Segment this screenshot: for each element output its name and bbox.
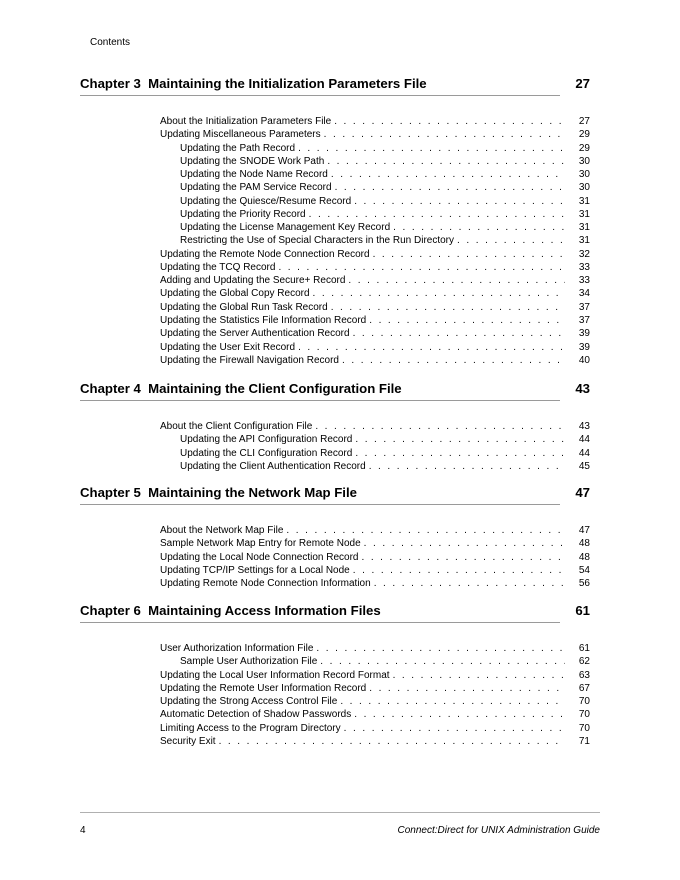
chapter-heading[interactable] <box>80 76 590 92</box>
toc-entry-page: 31 <box>578 195 590 207</box>
toc-entry[interactable] <box>160 327 590 340</box>
toc-entry-page: 70 <box>578 722 590 734</box>
toc-entry[interactable] <box>160 695 590 708</box>
toc-entry[interactable] <box>160 682 590 695</box>
dot-leader <box>278 261 565 274</box>
dot-leader <box>324 128 565 141</box>
toc-entry-label: Updating the User Exit Record <box>160 341 296 353</box>
toc-entry[interactable] <box>160 341 590 354</box>
dot-leader <box>373 248 565 261</box>
chapter-rule <box>80 95 560 96</box>
toc-entry[interactable] <box>160 354 590 367</box>
toc-entry-page: 30 <box>578 182 590 194</box>
toc-list <box>80 524 590 590</box>
toc-entry[interactable] <box>160 735 590 748</box>
toc-entry[interactable] <box>160 261 590 274</box>
dot-leader <box>348 274 565 287</box>
toc-entry-page: 70 <box>578 696 590 708</box>
toc-subentry[interactable] <box>180 142 590 155</box>
toc-entry[interactable] <box>160 669 590 682</box>
dot-leader <box>354 195 565 208</box>
toc-entry-label: Updating the API Configuration Record <box>180 434 353 446</box>
dot-leader <box>457 234 565 247</box>
dot-leader <box>369 460 565 473</box>
dot-leader <box>369 682 565 695</box>
toc-subentry[interactable] <box>180 208 590 221</box>
toc-entry-page: 29 <box>578 142 590 154</box>
toc-entry-label: Updating the Local User Information Record Format <box>160 669 390 681</box>
dot-leader <box>298 341 565 354</box>
toc-entry-page: 31 <box>578 222 590 234</box>
toc-entry-page: 33 <box>578 275 590 287</box>
toc-entry-label: Updating the SNODE Work Path <box>180 155 325 167</box>
toc-subentry[interactable] <box>180 655 590 668</box>
toc-entry[interactable] <box>160 537 590 550</box>
toc-entry-page: 30 <box>578 155 590 167</box>
toc-entry-label: Updating Remote Node Connection Information <box>160 578 371 590</box>
toc-entry-page: 61 <box>578 643 590 654</box>
toc-entry-label: Updating the Client Authentication Record <box>180 460 366 472</box>
chapter-title: Chapter 5 Maintaining the Network Map File <box>80 485 357 500</box>
toc-entry-page: 30 <box>578 169 590 181</box>
toc-entry-page: 44 <box>578 434 590 446</box>
toc-entry[interactable] <box>160 642 590 655</box>
dot-leader <box>369 314 565 327</box>
footer-page-number: 4 <box>80 825 86 836</box>
toc-entry-label: Updating the Statistics File Information Record <box>160 314 367 326</box>
dot-leader <box>309 208 565 221</box>
toc-entry[interactable] <box>160 708 590 721</box>
toc-entry-page: 32 <box>578 248 590 260</box>
chapter-page: 27 <box>575 76 590 91</box>
chapter-rule <box>80 400 560 401</box>
toc-entry-page: 34 <box>578 288 590 300</box>
dot-leader <box>353 564 565 577</box>
toc-entry[interactable] <box>160 564 590 577</box>
toc-entry-page: 33 <box>578 261 590 273</box>
toc-subentry[interactable] <box>180 195 590 208</box>
toc-entry[interactable] <box>160 420 590 433</box>
toc-entry-label: Updating the Priority Record <box>180 208 306 220</box>
chapter-rule <box>80 622 560 623</box>
toc-entry-label: Updating the TCQ Record <box>160 261 276 273</box>
toc-entry-label: Updating the License Management Key Record <box>180 222 391 234</box>
toc-entry-label: Updating Miscellaneous Parameters <box>160 129 321 141</box>
dot-leader <box>219 735 565 748</box>
dot-leader <box>286 524 565 537</box>
toc-entry-label: Limiting Access to the Program Directory <box>160 722 341 734</box>
toc-subentry[interactable] <box>180 433 590 446</box>
toc-entry-label: About the Initialization Parameters File <box>160 116 332 127</box>
dot-leader <box>355 447 565 460</box>
chapter-page: 43 <box>575 381 590 396</box>
toc-subentry[interactable] <box>180 221 590 234</box>
dot-leader <box>354 708 565 721</box>
toc-entry-page: 29 <box>578 129 590 141</box>
toc-entry[interactable] <box>160 551 590 564</box>
dot-leader <box>298 142 565 155</box>
toc-list <box>80 420 590 473</box>
toc-entry-page: 67 <box>578 682 590 694</box>
toc-entry[interactable] <box>160 274 590 287</box>
toc-entry-page: 37 <box>578 301 590 313</box>
dot-leader <box>331 168 565 181</box>
toc-entry-label: Adding and Updating the Secure+ Record <box>160 275 346 287</box>
toc-subentry[interactable] <box>180 168 590 181</box>
toc-entry[interactable] <box>160 577 590 590</box>
chapter-3-section <box>80 76 590 367</box>
toc-entry-label: Updating the Server Authentication Record <box>160 328 350 340</box>
dot-leader <box>340 695 565 708</box>
dot-leader <box>334 115 565 128</box>
toc-entry-label: Automatic Detection of Shadow Passwords <box>160 709 352 721</box>
toc-entry[interactable] <box>160 248 590 261</box>
dot-leader <box>353 327 565 340</box>
toc-entry-page: 48 <box>578 538 590 550</box>
toc-entry[interactable] <box>160 128 590 141</box>
toc-subentry[interactable] <box>180 460 590 473</box>
dot-leader <box>331 301 565 314</box>
toc-entry-label: Updating the Strong Access Control File <box>160 696 338 708</box>
toc-entry-label: Updating TCP/IP Settings for a Local Node <box>160 564 350 576</box>
toc-entry-label: Sample Network Map Entry for Remote Node <box>160 538 361 550</box>
toc-entry[interactable] <box>160 722 590 735</box>
dot-leader <box>315 420 565 433</box>
toc-entry-page: 56 <box>578 578 590 590</box>
dot-leader <box>393 669 565 682</box>
toc-subentry[interactable] <box>180 447 590 460</box>
chapter-title: Chapter 3 Maintaining the Initialization Parameters File <box>80 76 427 91</box>
chapter-heading[interactable] <box>80 381 590 397</box>
dot-leader <box>364 537 565 550</box>
chapter-4-section <box>80 381 590 473</box>
dot-leader <box>393 221 565 234</box>
toc-entry-page: 63 <box>578 669 590 681</box>
chapter-title: Chapter 4 Maintaining the Client Configuration File <box>80 381 402 396</box>
toc-entry-page: 27 <box>578 116 590 127</box>
toc-entry-label: User Authorization Information File <box>160 643 314 654</box>
toc-entry-label: Updating the Global Run Task Record <box>160 301 328 313</box>
toc-entry-page: 48 <box>578 551 590 563</box>
toc-list <box>80 642 590 748</box>
toc-entry-page: 39 <box>578 341 590 353</box>
toc-entry-page: 54 <box>578 564 590 576</box>
toc-entry-page: 31 <box>578 235 590 247</box>
footer-rule <box>80 812 600 813</box>
toc-entry-label: About the Client Configuration File <box>160 421 313 432</box>
toc-entry-label: Updating the Remote Node Connection Record <box>160 248 370 260</box>
toc-entry-label: Updating the CLI Configuration Record <box>180 447 353 459</box>
toc-entry-label: Updating the Local Node Connection Record <box>160 551 359 563</box>
toc-entry[interactable] <box>160 524 590 537</box>
toc-entry-label: Restricting the Use of Special Characters in the Run Directory <box>180 235 455 247</box>
toc-entry[interactable] <box>160 314 590 327</box>
toc-entry-page: 71 <box>578 735 590 747</box>
toc-entry-page: 40 <box>578 354 590 366</box>
toc-entry-page: 39 <box>578 328 590 340</box>
toc-entry-page: 70 <box>578 709 590 721</box>
dot-leader <box>342 354 565 367</box>
dot-leader <box>320 655 565 668</box>
toc-entry-label: Updating the Remote User Information Record <box>160 682 367 694</box>
dot-leader <box>361 551 565 564</box>
toc-entry-label: Security Exit <box>160 735 216 747</box>
dot-leader <box>335 181 565 194</box>
chapter-5-section <box>80 485 590 590</box>
chapter-title: Chapter 6 Maintaining Access Information Files <box>80 603 381 618</box>
toc-entry-page: 31 <box>578 208 590 220</box>
dot-leader <box>344 722 565 735</box>
toc-entry-page: 43 <box>578 421 590 432</box>
dot-leader <box>316 642 565 655</box>
footer-book-title: Connect:Direct for UNIX Administration Guide <box>397 825 600 836</box>
toc-entry-label: Updating the Firewall Navigation Record <box>160 354 339 366</box>
toc-entry-label: Updating the Path Record <box>180 142 296 154</box>
chapter-rule <box>80 504 560 505</box>
dot-leader <box>327 155 565 168</box>
toc-entry[interactable] <box>160 115 590 128</box>
chapter-page: 61 <box>575 603 590 618</box>
chapter-heading[interactable] <box>80 603 590 619</box>
dot-leader <box>355 433 565 446</box>
toc-entry[interactable] <box>160 301 590 314</box>
toc-list <box>80 115 590 367</box>
toc-entry-label: Sample User Authorization File <box>180 656 318 668</box>
toc-subentry[interactable] <box>180 181 590 194</box>
toc-entry-page: 62 <box>578 656 590 668</box>
chapter-page: 47 <box>575 485 590 500</box>
running-head: Contents <box>90 37 131 48</box>
toc-entry[interactable] <box>160 287 590 300</box>
toc-entry-label: About the Network Map File <box>160 525 284 536</box>
toc-entry-label: Updating the Quiesce/Resume Record <box>180 195 352 207</box>
chapter-6-section <box>80 603 590 748</box>
toc-entry-page: 47 <box>578 525 590 536</box>
toc-entry-page: 45 <box>578 460 590 472</box>
toc-entry-page: 37 <box>578 314 590 326</box>
chapter-heading[interactable] <box>80 485 590 501</box>
dot-leader <box>374 577 565 590</box>
toc-entry-label: Updating the Global Copy Record <box>160 288 310 300</box>
toc-subentry[interactable] <box>180 155 590 168</box>
toc-subentry[interactable] <box>180 234 590 247</box>
dot-leader <box>313 287 565 300</box>
toc-entry-label: Updating the Node Name Record <box>180 169 328 181</box>
toc-entry-label: Updating the PAM Service Record <box>180 182 332 194</box>
toc-entry-page: 44 <box>578 447 590 459</box>
